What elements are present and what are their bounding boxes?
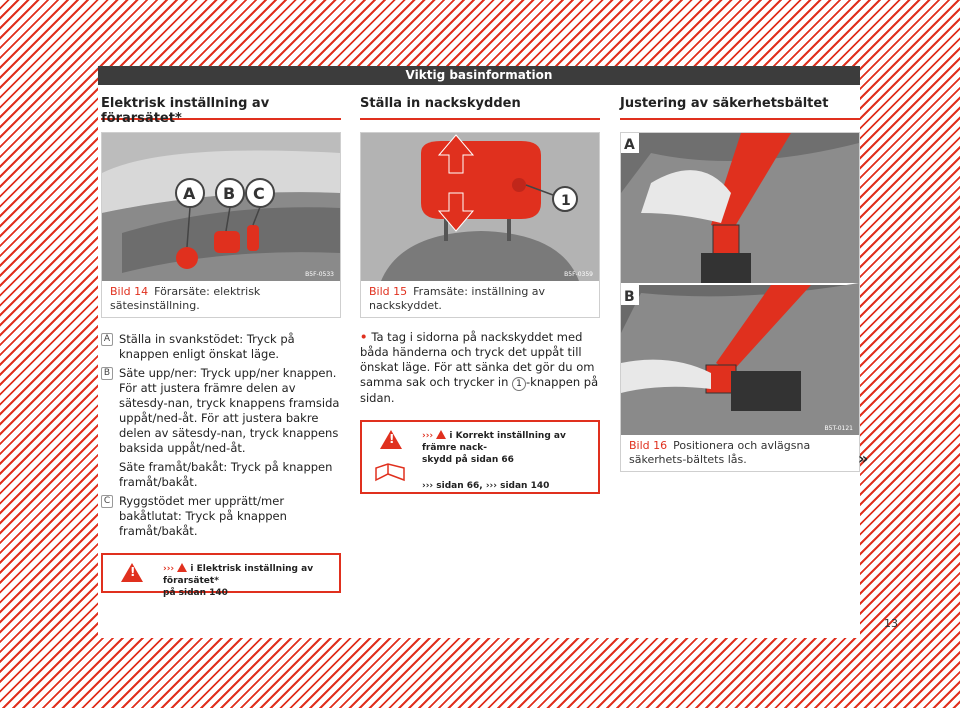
marker-badge: 1: [512, 377, 526, 391]
column-seatbelt: [620, 96, 860, 472]
figure-label: Bild 16: [629, 439, 668, 452]
caption-text: Framsäte: inställning av nackskyddet.: [369, 285, 546, 312]
marker-1: 1: [561, 193, 571, 209]
bullet-text-after: -knappen på sidan.: [360, 375, 599, 405]
item-badge: C: [101, 495, 113, 508]
warning-small-icon: [436, 430, 446, 439]
figure-label: Bild 14: [110, 285, 149, 298]
warning-line-1: i Korrekt inställning av främre nack-: [422, 431, 566, 453]
figure-code: B5F-0359: [564, 271, 593, 278]
item-text: Ryggstödet mer upprätt/mer bakåtlutat: Tryck på knappen framåt/bakåt.: [119, 494, 287, 538]
item-text: Säte upp/ner: Tryck upp/ner knappen. För att justera främre delen av sätesdy-nan, tryck knappens framsida uppåt/ned-åt. För att justera bakre delen av sätesdy-nan, tryck knappens baksida uppåt/ned-åt.: [119, 366, 340, 455]
panel-b-label: B: [624, 289, 635, 305]
list-item: [101, 460, 341, 490]
warning-line-2: skydd på sidan 66: [422, 455, 514, 465]
seatbelt-illustration: [621, 133, 859, 435]
warning-icon: [380, 430, 402, 449]
panel-a-label: A: [624, 137, 635, 153]
reference-line: ››› sidan 66, ››› sidan 140: [422, 481, 550, 491]
item-text: Ställa in svankstödet: Tryck på knappen enligt önskat läge.: [119, 332, 295, 361]
warning-icon: [121, 563, 143, 582]
warning-box: [101, 553, 341, 598]
seatbelt-image: [621, 133, 859, 435]
list-item: [101, 494, 341, 539]
continue-mark: »: [858, 449, 869, 468]
figure-code: B5F-0533: [305, 271, 334, 278]
section-header: Viktig basinformation: [98, 66, 860, 85]
figure-code: B5T-0121: [824, 425, 853, 432]
column-headrest: [360, 96, 600, 494]
instruction-list: [101, 332, 341, 539]
letter-a: A: [183, 184, 196, 203]
figure-16: [620, 132, 860, 472]
bullet-dot: •: [360, 330, 368, 344]
page-number: 13: [884, 617, 898, 630]
section-title: Ställa in nackskydden: [360, 96, 600, 120]
section-title: Justering av säkerhetsbältet: [620, 96, 860, 120]
warning-line-1: i Elektrisk inställning av förarsätet*: [163, 564, 314, 586]
letter-c: C: [253, 184, 265, 203]
list-item: [101, 366, 341, 456]
figure-caption: [621, 435, 859, 471]
figure-label: Bild 15: [369, 285, 408, 298]
item-text: Säte framåt/bakåt: Tryck på knappen framåt/bakåt.: [119, 460, 333, 489]
headrest-image: [361, 133, 599, 281]
warning-small-icon: [177, 563, 187, 572]
figure-15: [360, 132, 600, 318]
book-icon: [374, 462, 410, 484]
list-item: [101, 332, 341, 362]
item-badge: B: [101, 367, 113, 380]
bullet-text-before: Ta tag i sidorna på nackskyddet med båda händerna och tryck det uppåt till önskat läge. För att sänka det gör du om samma sak och trycker in: [360, 330, 595, 389]
caption-text: Förarsäte: elektrisk sätesinställning.: [110, 285, 261, 312]
column-seat-adjust: [101, 96, 341, 598]
arrows: ›››: [422, 431, 434, 441]
instruction-bullet: [360, 330, 600, 406]
warning-box: [360, 420, 600, 494]
section-title: Elektrisk inställning av förarsätet*: [101, 96, 341, 120]
letter-b: B: [223, 184, 236, 203]
figure-14: [101, 132, 341, 318]
warning-line-2: på sidan 140: [163, 588, 228, 598]
arrows: ›››: [163, 564, 175, 574]
seat-image: [102, 133, 340, 281]
caption-text: Positionera och avlägsna säkerhets-bältets lås.: [629, 439, 811, 466]
item-badge: A: [101, 333, 113, 346]
figure-caption: [102, 281, 340, 317]
seat-illustration: [102, 133, 340, 281]
figure-caption: [361, 281, 599, 317]
headrest-illustration: [361, 133, 599, 281]
